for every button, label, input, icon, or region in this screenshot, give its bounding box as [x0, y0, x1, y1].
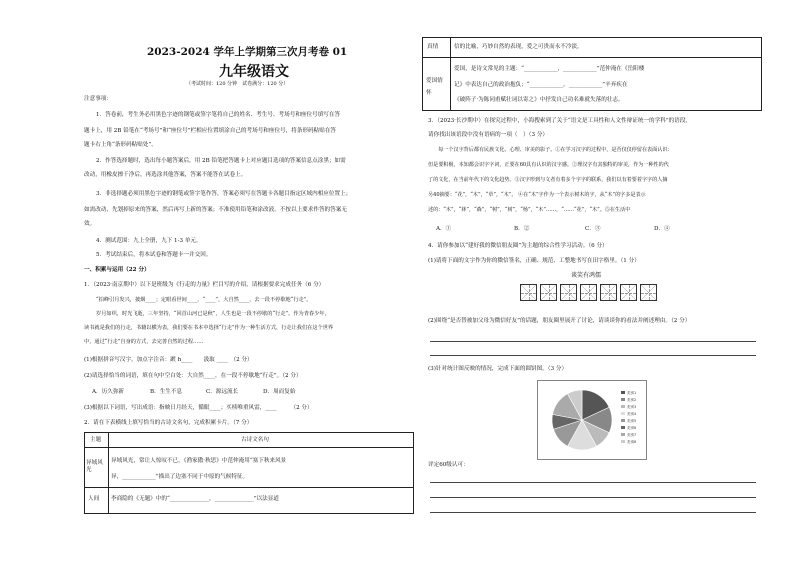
note-line: 1．答卷前，考生务必用黑色字迹的钢笔或签字笔将自己的姓名、考生号、考场号和座位号填写在答	[96, 112, 341, 118]
q3-passage-line: 另40摘要：“花”，“木”，“草”，“木”。 ④在“木”字作为一个表示树木的字，从“木”的字多是表示	[428, 192, 646, 198]
legend-label: 类别1	[627, 391, 637, 395]
legend-label: 类别3	[627, 405, 637, 409]
q1-option: D．周而复始	[263, 389, 296, 395]
note-line: 题卡上，用 2B 铅笔在“考场号”和“座位号”栏相应位置填涂自己的考场号和座位号，将条形码粘贴在答	[84, 128, 337, 134]
note-line: 2．作答选择题时，选出每小题答案后，用 2B 铅笔把答题卡上对应题目选项的答案信息点涂黑；如需	[96, 158, 346, 164]
table-row-text: 异，____________”描出了边塞不同于中原的气候特征。	[111, 474, 249, 480]
q1-passage-line: “拍峰引月发兴，披烟____；定眼看世间____，“____”，大自然____，去一段不停歇地“行走”。	[96, 297, 312, 303]
q4-sub1: (1)请将下面的文字作为你的微信签名，正确、规范、工整地书写在田字格里。（1 分）	[428, 258, 640, 264]
table-row-text: 异域风光，常让人惊叹不已。《渔家傲·秋思》中范仲淹用“塞下秋来风景	[111, 458, 287, 464]
q3-passage-line: 但是要积极，本知都会识字字词，正要在60具有认识的汉字感。②理汉字有其独特的审美，作为一种性的代	[428, 162, 669, 168]
table-row-label: 人间	[88, 496, 100, 502]
q3-option: C．③	[585, 226, 601, 232]
q4-sub3: (3)针对统计图反映的情况，完成下面的圆饼图。（3 分）	[428, 366, 568, 372]
subject-title: 九年级语文	[219, 64, 289, 80]
legend-label: 类别7	[627, 433, 637, 437]
table-row-label: 异域风光	[86, 460, 103, 473]
legend-swatch	[621, 419, 625, 422]
note-line: 题卡右上角“条形码粘贴处”。	[84, 142, 157, 148]
legend-swatch	[621, 433, 625, 436]
answer-line[interactable]	[430, 497, 756, 498]
table-row-text: 《破阵子·为陈同甫赋壮词以寄之》中抒发自己功名难就失落的壮志。	[454, 97, 624, 103]
table-row-text: 爱国，是诗文常见的主题：“____________，____________”范仲淹在《岳阳楼	[454, 66, 645, 72]
note-line: 改动，用橡皮擦干净后，再选涂其他答案，答案不能答在试卷上。	[84, 172, 247, 178]
answer-line[interactable]	[430, 355, 756, 356]
note-line: 效。	[84, 221, 96, 227]
q1-sub1: (1)根据拼音写汉字，加点字注音：踱 h____ 汲取 ____ （2 分）	[84, 357, 253, 363]
q1-passage-line: 中，通过“行走”自身的方式，去完善自然的过程……	[84, 339, 204, 345]
q1-sub3: (3)根据以下词语，写出成语：指映日月经天，循眼____；买椟唯重风雷，____ （2 分）	[84, 405, 313, 411]
legend-swatch	[621, 412, 625, 415]
legend-label: 类别4	[627, 412, 637, 416]
exam-title: 2023-2024 学年上学期第三次月考卷 01	[147, 46, 348, 58]
q3-option: A．①	[436, 226, 452, 232]
pie-chart	[537, 380, 647, 460]
q3-passage-line: 每一个汉字背后都有民族文化、心理、审美的影子。①在学习汉字的过程中，是否仅仅停留在表面认识：	[428, 147, 673, 153]
note-line: 4．测试范围：九上全册，九下 1-3 单元。	[96, 238, 202, 244]
section-heading: 一、积累与运用（22 分）	[84, 267, 150, 273]
table-header-theme: 主题	[90, 437, 102, 443]
legend-label: 类别5	[627, 419, 637, 423]
q1-sub2: (2)请选择恰当的词语，填在句中空白处：大自然____，在一段不停歇地“行走”。（2 分）	[84, 373, 302, 379]
note-line: 5．考试结束后，将本试卷和答题卡一并交回。	[96, 252, 212, 258]
answer-line[interactable]	[430, 482, 756, 483]
q4-sub2: (2)围绕“是否替被加父母为微信好友”的话题，朋友圈里展开了讨论，请谈谈你的看法并阐述理由。（2 分）	[428, 318, 691, 324]
q3-passage-line: 了的文化，在当前年代下的文化趋势。③汉字形到与文者有着多个字字的联系，我们以有着要着字字的人摘	[428, 177, 668, 183]
answer-line[interactable]	[430, 512, 756, 513]
q3-stem: 请你找出该语段中没有语病的一项（ ）（3 分）	[428, 132, 549, 138]
q1-passage-line: 岁月如织，时光飞逝，三年坚持，“回首山河已是秋”，人生也是一段不停歇的“行走”。作为青春少年，	[96, 311, 330, 317]
table-header-lines: 古诗文名句	[241, 437, 269, 443]
table-row-text: 记》中表达自己的政治抱负；“____________，____________”辛弃疾在	[454, 82, 628, 88]
table-row-label: 真情	[427, 44, 439, 50]
answer-line[interactable]	[430, 341, 756, 342]
q3-option: B．②	[514, 226, 530, 232]
q4-stem: 4．请你参加以“建好我的微信朋友圈”为主题的综合性学习活动。（6 分）	[428, 243, 608, 249]
legend-swatch	[621, 405, 625, 408]
chart-caption: 评定60级认可：	[428, 462, 469, 468]
q1-option: C．源远流长	[206, 389, 239, 395]
q1-passage-line: 读书就是我们的行走，书籍以横为表，我们要在书本中选择“行走”作为一种生活方式，行走让我们在这个世界	[84, 325, 334, 331]
legend-swatch	[621, 440, 625, 443]
exam-info: （考试时间：120 分钟 试卷满分：120 分）	[186, 81, 289, 87]
q3-passage-line: 述的：“木”，“林”，“森”，“树”，“树”，“杨”，“木”……，“……“花”，“木”。⑤在生活中	[428, 207, 631, 213]
legend-label: 类别2	[627, 398, 637, 402]
q2-stem: 2．请在下表横线上填写恰当的古诗文名句，完成积累卡片。（7 分）	[84, 420, 253, 426]
q3-option: D．④	[654, 226, 670, 232]
q1-option: B．生生不息	[150, 389, 183, 395]
legend-swatch	[621, 391, 625, 394]
q1-option: A．历久弥新	[92, 389, 125, 395]
q1-stem: 1．（2023·南京期中）以下是班级为《行走的力量》栏目写的介绍，请根据要求完成任务（6 分）	[84, 282, 325, 288]
note-line: 如需改动，先划掉原来的答案，然后再写上新的答案；不准使用铅笔和涂改液。不按以上要求作答的答案无	[84, 207, 347, 213]
legend-swatch	[621, 398, 625, 401]
legend-label: 类别8	[627, 440, 637, 444]
legend-swatch	[621, 426, 625, 429]
notes-heading: 注意事项：	[84, 96, 112, 102]
table-row-label: 爱国情怀	[426, 78, 443, 96]
note-line: 3．非选择题必须用黑色字迹的钢笔或签字笔作答，答案必须写在答题卡各题目指定区域内相应位置上；	[96, 191, 352, 197]
table-row-text: 信的比喻，巧妙自然的表现，爱之可贵而永不冷淡。	[454, 44, 583, 50]
grid-text: 谈笑有鸿儒	[571, 272, 602, 279]
table-row-text: 李商隐的《无题》中的“______________，______________”以法显道	[111, 496, 279, 502]
q3-stem: 3．（2023·长沙期中）在探究过程中，小海搜索到了关于“语文是工具性和人文性辩证统一的学科”的语段，	[428, 118, 692, 124]
legend-label: 类别6	[627, 426, 637, 430]
